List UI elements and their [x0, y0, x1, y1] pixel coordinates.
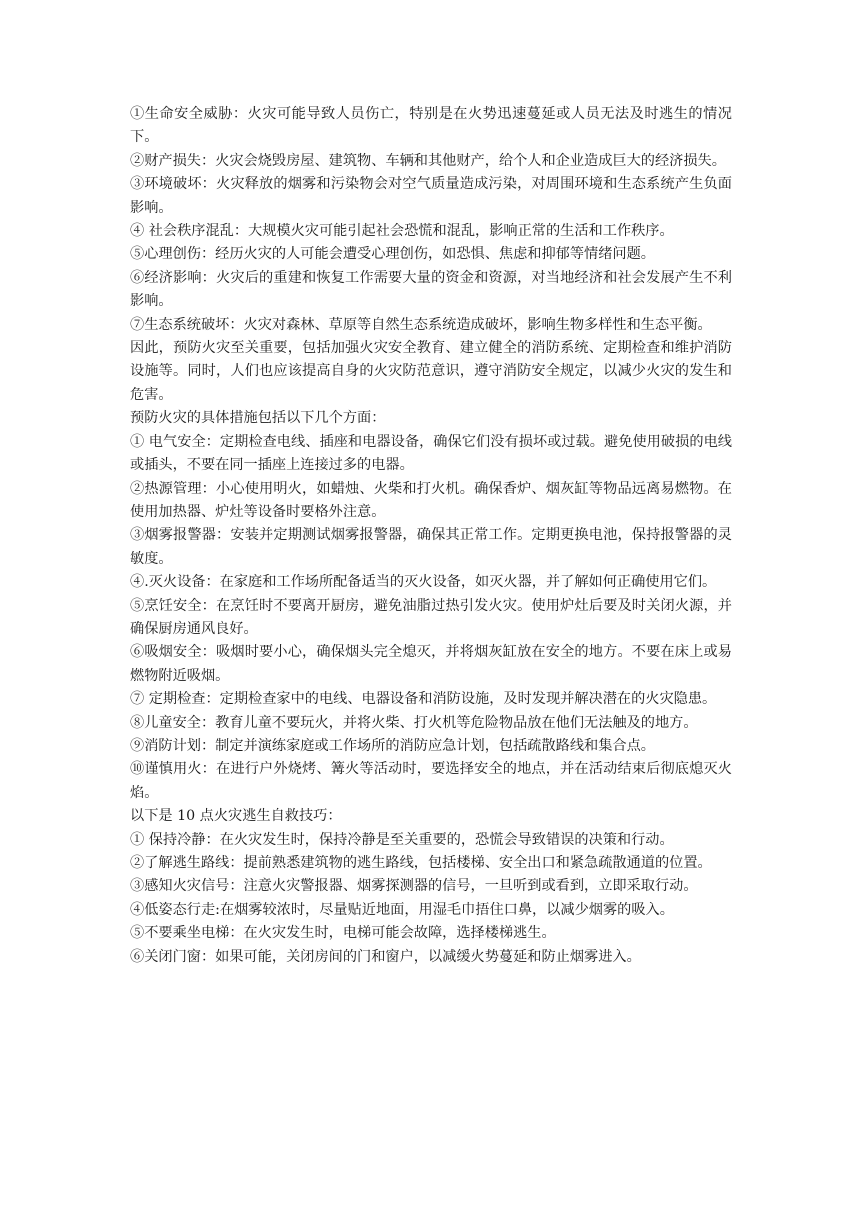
paragraph-extinguisher: ④.灭火设备：在家庭和工作场所配备适当的灭火设备，如灭火器，并了解如何正确使用它们。	[130, 574, 717, 591]
paragraph-social-order: ④ 社会秩序混乱：大规模火灾可能引起社会恐慌和混乱，影响正常的生活和工作秩序。	[130, 223, 674, 240]
paragraph-careful-fire-use: ⑩谨慎用火：在进行户外烧烤、篝火等活动时，要选择安全的地点，并在活动结束后彻底熄灭火焰。	[130, 761, 732, 801]
paragraph-fire-signals: ③感知火灾信号：注意火灾警报器、烟雾探测器的信号，一旦听到或看到，立即采取行动。	[130, 878, 698, 895]
paragraph-threat-life: ①生命安全威胁：火灾可能导致人员伤亡，特别是在火势迅速蔓延或人员无法及时逃生的情况下。	[130, 106, 732, 146]
paragraph-smoke-alarm: ③烟雾报警器：安装并定期测试烟雾报警器，确保其正常工作。定期更换电池，保持报警器的灵敏度。	[130, 527, 732, 567]
paragraph-escape-intro: 以下是 10 点火灾逃生自救技巧：	[130, 808, 342, 825]
document-body	[130, 103, 732, 969]
paragraph-smoking-safety: ⑥吸烟安全：吸烟时要小心，确保烟头完全熄灭，并将烟灰缸放在安全的地方。不要在床上或易燃物附近吸烟。	[130, 644, 732, 684]
paragraph-low-posture: ④低姿态行走:在烟雾较浓时，尽量贴近地面，用湿毛巾捂住口鼻，以减少烟雾的吸入。	[130, 901, 674, 918]
paragraph-escape-routes: ②了解逃生路线：提前熟悉建筑物的逃生路线，包括楼梯、安全出口和紧急疏散通道的位置。	[130, 855, 712, 871]
paragraph-economic: ⑥经济影响：火灾后的重建和恢复工作需要大量的资金和资源，对当地经济和社会发展产生不利影响。	[130, 269, 732, 310]
paragraph-psychological: ⑤心理创伤：经历火灾的人可能会遭受心理创伤，如恐惧、焦虑和抑郁等情绪问题。	[130, 246, 655, 263]
paragraph-close-doors: ⑥关闭门窗：如果可能，关闭房间的门和窗户，以减缓火势蔓延和防止烟雾进入。	[130, 948, 641, 965]
paragraph-fire-plan: ⑨消防计划：制定并演练家庭或工作场所的消防应急计划，包括疏散路线和集合点。	[130, 737, 655, 754]
paragraph-prevention-summary: 因此，预防火灾至关重要，包括加强火灾安全教育、建立健全的消防系统、定期检查和维护消防设施等。同时，人们也应该提高自身的火灾防范意识，遵守消防安全规定，以减少火灾的发生和危害。	[130, 340, 732, 403]
paragraph-stay-calm: ① 保持冷静：在火灾发生时，保持冷静是至关重要的，恐慌会导致错误的决策和行动。	[130, 831, 674, 848]
paragraph-environment: ③环境破坏：火灾释放的烟雾和污染物会对空气质量造成污染，对周围环境和生态系统产生负面影响。	[130, 176, 732, 216]
paragraph-heat-source: ②热源管理：小心使用明火，如蜡烛、火柴和打火机。确保香炉、烟灰缸等物品远离易燃物。在使用加热器、炉灶等设备时要格外注意。	[130, 480, 732, 520]
paragraph-ecosystem: ⑦生态系统破坏：火灾对森林、草原等自然生态系统造成破坏，影响生物多样性和生态平衡。	[130, 316, 712, 333]
paragraph-regular-inspection: ⑦ 定期检查：定期检查家中的电线、电器设备和消防设施，及时发现并解决潜在的火灾隐患。	[130, 691, 717, 708]
paragraph-electrical-safety: ① 电气安全：定期检查电线、插座和电器设备，确保它们没有损坏或过载。避免使用破损的电线或插头，不要在同一插座上连接过多的电器。	[130, 433, 732, 474]
paragraph-child-safety: ⑧儿童安全：教育儿童不要玩火，并将火柴、打火机等危险物品放在他们无法触及的地方。	[130, 714, 698, 731]
paragraph-measures-intro: 预防火灾的具体措施包括以下几个方面：	[130, 410, 386, 427]
paragraph-property-loss: ②财产损失：火灾会烧毁房屋、建筑物、车辆和其他财产，给个人和企业造成巨大的经济损失。	[130, 152, 726, 169]
paragraph-cooking-safety: ⑤烹饪安全：在烹饪时不要离开厨房，避免油脂过热引发火灾。使用炉灶后要及时关闭火源，并确保厨房通风良好。	[130, 597, 732, 637]
paragraph-no-elevator: ⑤不要乘坐电梯：在火灾发生时，电梯可能会故障，选择楼梯逃生。	[130, 925, 556, 942]
